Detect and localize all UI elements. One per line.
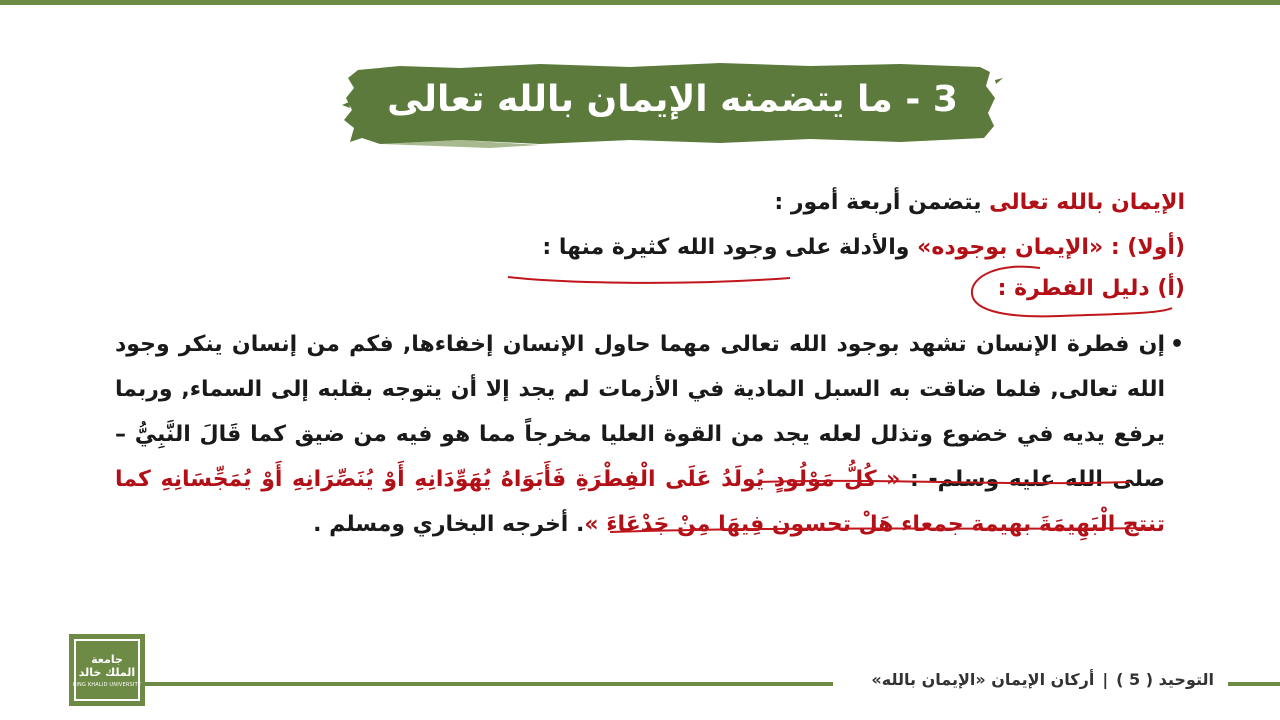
paragraph-text: إن فطرة الإنسان تشهد بوجود الله تعالى مهما حاول الإنسان إخفاءها, فكم من إنسان ينكر وجود الله تعالى, فلما ضاقت به السبل المادية في الأزمات لم يجد إلا أن يتوجه بقلبه إلى السماء, وربما يرفع يديه في خضوع وتذلل لعله يجد من القوة العليا مخرجاً مما هو فيه من ضيق كما قَالَ النَّبِيُّ –صلى الله عليه وسلم- :	[115, 332, 1166, 492]
intro-heading	[774, 190, 1185, 215]
fitra-paragraph	[115, 322, 1165, 547]
footer-separator: |	[1102, 670, 1109, 689]
first-point-rest: والأدلة على وجود الله كثيرة منها :	[542, 235, 918, 260]
footer-topic: أركان الإيمان «الإيمان بالله»	[871, 670, 1095, 689]
top-rule	[0, 0, 1280, 5]
logo-arabic-wordmark: جامعة الملك خالد	[78, 652, 136, 679]
logo-caption: KING KHALID UNIVERSITY	[72, 681, 142, 688]
bullet-icon: •	[1169, 332, 1185, 357]
underline-annotation-1	[508, 277, 790, 283]
first-point-line	[542, 235, 1185, 260]
page-title: 3 - ما يتضمنه الإيمان بالله تعالى	[387, 78, 958, 120]
heading-rest: يتضمن أربعة أمور :	[774, 190, 990, 215]
footer-course: التوحيد ( 5 )	[1116, 670, 1214, 689]
logo-frame	[74, 639, 140, 701]
title-banner	[340, 58, 1005, 148]
fitra-heading: (أ) دليل الفطرة :	[997, 276, 1185, 301]
footer-rule-right	[1228, 682, 1280, 686]
paragraph-source: . أخرجه البخاري ومسلم .	[313, 512, 585, 537]
footer-rule-left	[145, 682, 833, 686]
first-point-label: (أولا) : «الإيمان بوجوده»	[917, 235, 1185, 260]
hadith-text: « كُلُّ مَوْلُودٍ يُولَدُ عَلَى الْفِطْرَةِ فَأَبَوَاهُ يُهَوِّدَانِهِ أَوْ يُنَصِّرَانِهِ أَوْ يُمَجِّسَانِهِ كما تنتج الْبَهِيمَةَ بهيمة جمعاء هَلْ تحسون فِيهَا مِنْ جَدْعَاءَ »	[115, 467, 1165, 537]
footer	[842, 670, 1214, 698]
university-logo	[69, 634, 145, 706]
heading-highlight: الإيمان بالله تعالى	[989, 190, 1185, 215]
